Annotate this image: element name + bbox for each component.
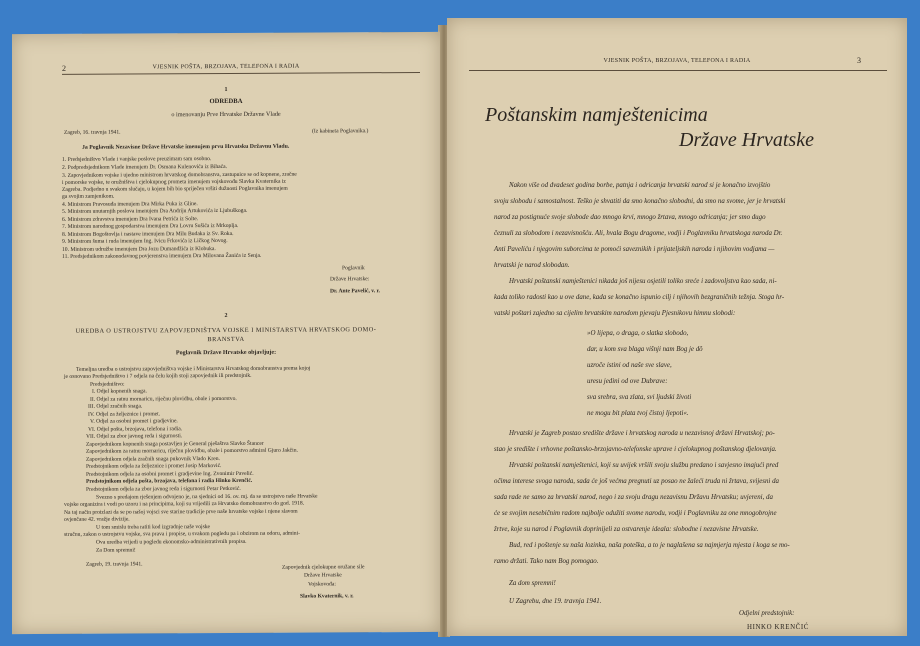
poem-line: »O lijepa, o draga, o slatka slobodo, — [587, 330, 689, 337]
body-line: Predstojnikom odjela za željeznice i promet Josip Marković. — [86, 463, 222, 470]
text-line: Hrvatski poštanski namještenici nikada još nijesu osjetili toliko sreće i zadovoljstva kao sada, ni- — [509, 278, 777, 285]
decree-intro: Ja Poglavnik Nezavisne Države Hrvatske imenujem prvu Hrvatsku Državnu Vladu. — [82, 143, 290, 151]
closing-salute: Za dom spremni! — [509, 580, 556, 587]
body-line: II. Odjel za ratnu mornaricu, riječnu plovidbu, obale i pomorstvo. — [90, 395, 237, 403]
list-item: 3. Zapovjednikom vojske i ujedno ministrom hrvatskog domobranstva, zastupnice se od kopnene, zračne — [62, 171, 297, 179]
text-line: sada rade ne samo za hrvatski narod, nego i za svoju dragu nezavisnu Državu Hrvatsku; uvjereni, da — [494, 494, 773, 501]
signature-role: Poglavnik — [342, 265, 365, 272]
body-line: Zapovjednikom za ratnu mornaricu, riječnu plovidbu, obale i pomorstvo admiral Gjuro Jakčin. — [86, 447, 298, 455]
body-line: V. Odjel za osobni promet i gradjevine. — [90, 418, 178, 425]
body-line: Zapovjednikom kopnenih snaga postavljen je General pješaštva Slavko Štancer — [86, 440, 264, 448]
decree-cabinet: (Iz kabineta Poglavnika.) — [312, 128, 369, 135]
list-item: ga svojim zamjenikom. — [62, 193, 115, 200]
text-line: hrvatski je narod slobodan. — [494, 262, 570, 269]
body-line: I. Odjel kopnenih snaga. — [92, 388, 147, 395]
signature-line: Zapovjednik cjelokupne oružane sile — [282, 564, 365, 571]
body-line: Na taj način proizlazi da se po našoj vojsci sve starine tradicije prve naše hrvatske vojske i njene slavom — [64, 508, 298, 516]
text-line: Hrvatski je Zagreb postao središte države i hrvatskog naroda u nezavisnoj državi Hrvatskoj; po- — [509, 430, 775, 437]
poem-line: dar, u kom sva blaga višnji nam Bog je dô — [587, 346, 703, 353]
text-line: Bud, red i poštenje su naša lozinka, naša poteška, a to je naglašena sa najmjerja mjesta i koga se mo- — [509, 542, 790, 549]
text-line: čeznuli za slobodom i nezavisnošću. Ali, hvala Bogu dragome, vodji i Poglavniku hrvatskoga naroda Dr. — [494, 230, 783, 237]
list-item: 10. Ministrom udružbe imenujem Dra Jozu Dumandžića iz Klobuka. — [62, 246, 216, 253]
header-rule — [62, 72, 420, 75]
list-item: 7. Ministrom narodnog gospodarstva imenujem Dra Lovru Sušića iz Mrkoplja. — [62, 222, 239, 230]
left-page — [12, 32, 440, 634]
right-page — [447, 18, 907, 636]
body-line: Za Dom spremni! — [96, 547, 136, 554]
poem-line: uresu jedini od ove Dubrave: — [587, 378, 668, 385]
body-line: Ova uredba vrijedi u pogledu ekonomsko-administrativnih propisa. — [96, 538, 247, 546]
list-item: 4. Ministrom Pravosuđa imenujem Dra Mirka Puka iz Gline. — [62, 201, 198, 208]
decree-place-date: Zagreb, 19. travnja 1941. — [86, 561, 143, 568]
body-line: Svezno s predajom rješenjem odvojeno je, na sjednici od 16. ov. mj. da se ustrojstvo naše Hrvatske — [96, 493, 318, 501]
body-line: Predstojnikom odjela za osobni promet i gradjevine Ing. Zvonimir Pavelić. — [86, 470, 254, 478]
text-line: narod za postignuće svoje slobode dao mnogo krvi, mnogo žrtava, mnogo odricanja; jer smo dugo — [494, 214, 766, 221]
decree-title: ODREDBA — [209, 97, 243, 106]
running-header — [12, 32, 440, 73]
text-line: Hrvatski poštanski namještenici, koji su uvijek vršili svoju službu predano i savjesno imajući pred — [509, 462, 779, 469]
page-number: 2 — [62, 63, 67, 73]
decree-title-cont: BRANSTVA — [207, 335, 245, 344]
decree-number: 2 — [224, 312, 228, 320]
body-line: VII. Odjel za zbor javnog reda i sigurnosti. — [86, 433, 183, 440]
text-line: žrtve, koje su narod i Poglavnik doprinijeli za ostvarenje ideala: slobodne i nezavisne Hrvatske. — [494, 526, 759, 533]
text-line: stao je središte i vrhovne poštansko-brzojavno-telefonske uprave i cjelokupnog poštanskog djelovanja. — [494, 446, 777, 453]
text-line: Nakon više od dvadeset godina borbe, patnja i odricanja hrvatski narod si je konačno izvojštio — [509, 182, 771, 189]
text-line: će se svojim nesebičnim radom najbolje odužiti svome narodu, vodji i Poglavniku za one mnogobrojne — [494, 510, 777, 517]
poem-line: ne mogu bit plata tvoj čistoj ljepoti«. — [587, 410, 689, 417]
body-line: Predsjedništvo: — [90, 381, 125, 388]
header-rule — [469, 70, 887, 71]
signature-line: Države Hrvatske — [304, 572, 342, 579]
text-line: svoju slobodu i samostalnost. Teško je shvatiti da smo konačno slobodni, da smo na svome, jer je hrvatski — [494, 198, 786, 205]
body-line: VI. Odjel pošta, brzojava, telefona i radia. — [88, 426, 183, 433]
text-line: očima interese svoga naroda, sada će još većma pregnuti uz posao ne žaleći truda ni žrtava, svijesni da — [494, 478, 779, 485]
text-line: Anti Paveliću i njegovim suborcima te pomoći saveznikih i prijateljskih naroda i njihovim vodjama — — [494, 246, 775, 253]
body-line: U tom smislu treba ratiti kod izgradnje naše vojske — [96, 524, 211, 531]
body-line: je osnovano Predsjedništvo i 7 odjela na čelu kojih stoji zapovjednik ili predstojnik. — [64, 372, 252, 380]
signature-state: Države Hrvatske: — [330, 276, 370, 283]
list-item: 2. Podpredsjednikom Vlade imenujem Dr. Osmana Kulenovića iz Bihaća. — [62, 163, 228, 171]
signature-name: Dr. Ante Pavelić, v. r. — [330, 288, 380, 295]
body-line: III. Odjel zračnih snaga. — [88, 403, 143, 410]
decree-title: UREDBA O USTROJSTVU ZAPOVJEDNIŠTVA VOJSKE I MINISTARSTVA HRVATSKOG DOMO- — [75, 326, 377, 335]
signature-line: Vojskovođa: — [308, 581, 336, 588]
list-item: 9. Ministrom šuma i ruda imenujem Ing. Ivicu Frkovića iz Ličkog Novog. — [62, 237, 228, 245]
list-item: 5. Ministrom unutarnjih poslova imenujem Dra Andriju Artukovića iz Ljubuškoga. — [62, 207, 248, 215]
list-item: 6. Ministrom zdravstva imenujem Dra Ivana Petrića iz Solte. — [62, 216, 199, 223]
running-head: VJESNIK POŠTA, BRZOJAVA, TELEFONA I RADIA — [603, 58, 751, 64]
decree-number: 1 — [224, 86, 228, 94]
letter-heading-cont: Države Hrvatske — [679, 129, 814, 151]
text-line: ramo držati. Tako nam Bog pomogao. — [494, 558, 599, 565]
body-line: IV. Odjel za željeznice i promet. — [88, 411, 161, 418]
letter-place-date: U Zagrebu, dne 19. travnja 1941. — [509, 598, 602, 605]
body-line: Zapovjednikom odjela zračnih snaga pukovnik Vlado Kren. — [86, 456, 220, 463]
poem-line: sva srebra, sva zlata, svi ljudski životi — [587, 394, 692, 401]
body-line: Predstojnikom odjela za zbor javnog reda i sigurnosti Petar Petković. — [86, 485, 241, 493]
body-line: vojske organizira i vodi po uzoru i na principima, koji su vrijedili za Hrvatsko domobranstvo do god. 1918. — [64, 500, 305, 508]
poem-line: uzroče istini od naše sve slave, — [587, 362, 672, 369]
page-number: 3 — [857, 56, 861, 65]
list-item: 1. Predsjedništvo Vlade i vanjske poslove preuzimam sam osobno. — [62, 156, 212, 163]
letter-heading: Poštanskim namještenicima — [485, 104, 708, 126]
running-head: VJESNIK POŠTA, BRZOJAVA, TELEFONA I RADIA — [152, 63, 300, 71]
signature-name: HINKO KRENČIĆ — [747, 624, 809, 631]
decree-subtitle: o imenovanju Prve Hrvatske Državne Vlade — [171, 110, 281, 119]
list-item: 11. Predsjednikom zakonodavnog povjerenstva imenujem Dra Milovana Žanića iz Senja. — [62, 252, 262, 260]
body-line: Temeljna uredba o ustrojstvu zapovjedništva vojske i Ministarstva Hrvatskog domobranstva prema kojoj — [76, 365, 311, 373]
decree-proclaims: Poglavnik Države Hrvatske objavljuje: — [175, 349, 277, 357]
body-line: stručnu, zakon o ustrojstvu vojske, sva prava i propise, u svakom pogledu pa i obzirom na odoru, admini- — [64, 530, 300, 538]
list-item: i pomorske vojske, te oružništva i cjelokupnog prometa imenujem vojskovođu Slavka Kvaternika iz — [62, 178, 286, 186]
signature-name: Slavko Kvaternik, v. r. — [300, 593, 354, 600]
text-line: kada toliko radosti kao u ove dane, kada se konačno ispunio cilj i njihovih bezgraničnih težnja. Stoga hr- — [494, 294, 785, 301]
body-line: ovjenčane 42. vražje divizije. — [64, 516, 130, 523]
decree-place-date: Zagreb, 16. travnja 1941. — [64, 129, 121, 136]
signature-role: Odjelni predstojnik: — [739, 610, 795, 617]
text-line: vatski poštari zajedno sa cijelim hrvatskim narodom pjevaju Pjesnikovu himnu slobodi: — [494, 310, 736, 317]
list-item: 8. Ministrom Bogoštovlja i nastave imenujem Dra Milu Budaka iz Sv. Roka. — [62, 230, 234, 238]
list-item: Zagreba. Podjedno u svakom slučaju, u kojem bih bio spriječen vršiti dužnosti Poglavnika imenujem — [62, 185, 288, 193]
body-line: Predstojnikom odjela pošta, brzojava, telefona i radia Hinko Krenčić. — [86, 477, 253, 485]
